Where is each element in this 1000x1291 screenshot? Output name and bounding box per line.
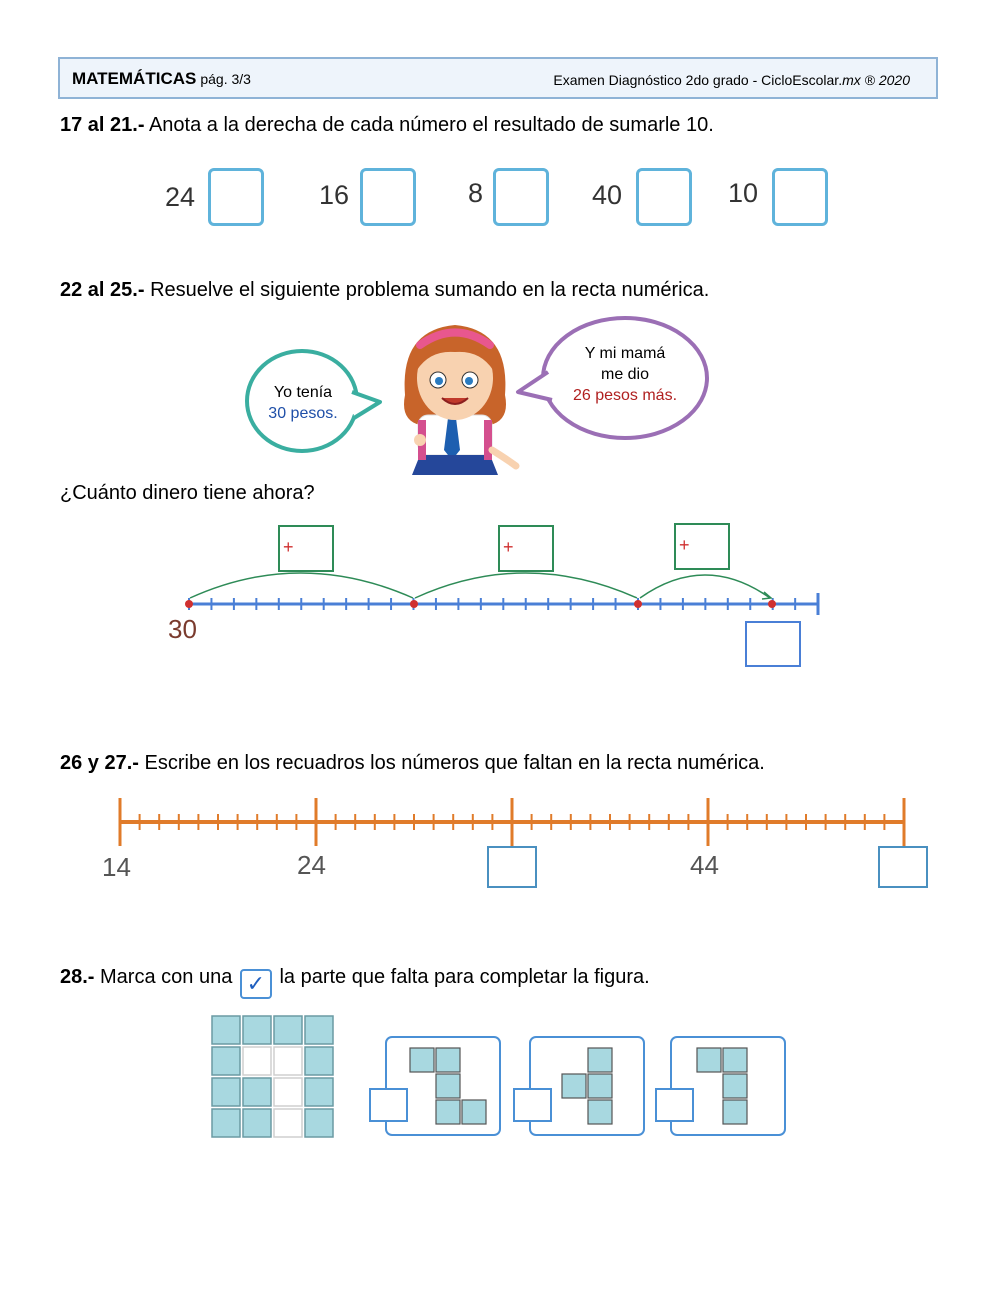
- grid-cell: [305, 1109, 333, 1137]
- bubble-left-text: Yo tenía 30 pesos.: [268, 384, 338, 422]
- checkmark-icon: ✓: [240, 969, 272, 999]
- jump-point: [634, 600, 642, 608]
- piece-cell: [697, 1048, 721, 1072]
- question-26: 26 y 27.- Escribe en los recuadros los números que faltan en la recta numérica.: [60, 752, 765, 774]
- girl-illustration: [404, 325, 516, 475]
- result-box[interactable]: [745, 621, 801, 667]
- jump-point: [185, 600, 193, 608]
- option-a-checkbox[interactable]: [369, 1088, 408, 1122]
- missing-number-box-1[interactable]: [487, 846, 537, 888]
- label-24: 24: [297, 850, 326, 880]
- label-14: 14: [102, 852, 131, 882]
- grid-cell: [305, 1078, 333, 1106]
- question-28: 28.- Marca con una ✓ la parte que falta para completar la figura.: [60, 966, 650, 999]
- grid-cell: [212, 1109, 240, 1137]
- piece-cell: [723, 1100, 747, 1124]
- start-label: 30: [168, 614, 197, 644]
- exam-title: Examen Diagnóstico 2do grado - CicloEscolar.mx ® 2020: [553, 72, 910, 88]
- jump-point: [410, 600, 418, 608]
- piece-cell: [588, 1048, 612, 1072]
- figure-grid: [212, 1016, 333, 1137]
- missing-number-box-2[interactable]: [878, 846, 928, 888]
- option-b-checkbox[interactable]: [513, 1088, 552, 1122]
- addend-40: 40: [592, 180, 623, 210]
- piece-cell: [723, 1048, 747, 1072]
- subject-title: MATEMÁTICAS pág. 3/3: [72, 69, 251, 88]
- plus-sign: +: [283, 537, 294, 557]
- grid-cell: [243, 1078, 271, 1106]
- grid-cell: [305, 1047, 333, 1075]
- piece-cell: [462, 1100, 486, 1124]
- page-number: pág. 3/3: [200, 71, 251, 87]
- grid-cell: [212, 1016, 240, 1044]
- grid-cell: [212, 1047, 240, 1075]
- label-44: 44: [690, 850, 719, 880]
- grid-cell: [274, 1016, 302, 1044]
- addend-24: 24: [165, 182, 196, 212]
- piece-cell: [436, 1048, 460, 1072]
- grid-cell: [243, 1016, 271, 1044]
- plus-sign: +: [679, 535, 690, 555]
- grid-cell: [243, 1109, 271, 1137]
- jump-box-1[interactable]: [278, 525, 334, 572]
- question-17: 17 al 21.- Anota a la derecha de cada número el resultado de sumarle 10.: [60, 114, 714, 136]
- figure-options: [386, 1037, 785, 1135]
- question-22: 22 al 25.- Resuelve el siguiente problema sumando en la recta numérica.: [60, 279, 710, 301]
- addend-16: 16: [319, 180, 350, 210]
- addend-8: 8: [468, 178, 484, 208]
- grid-cell: [305, 1016, 333, 1044]
- plus-sign: +: [503, 537, 514, 557]
- grid-cell: [243, 1047, 271, 1075]
- grid-cell: [274, 1047, 302, 1075]
- piece-cell: [723, 1074, 747, 1098]
- piece-cell: [562, 1074, 586, 1098]
- piece-cell: [436, 1100, 460, 1124]
- option-c-checkbox[interactable]: [655, 1088, 694, 1122]
- grid-cell: [212, 1078, 240, 1106]
- grid-cell: [274, 1109, 302, 1137]
- jump-point: [768, 600, 776, 608]
- piece-cell: [410, 1048, 434, 1072]
- question-how-much: ¿Cuánto dinero tiene ahora?: [60, 482, 315, 504]
- number-line-ticks: [120, 798, 904, 846]
- jump-box-2[interactable]: [498, 525, 554, 572]
- number-line-addition: [185, 573, 818, 615]
- addend-10: 10: [728, 178, 759, 208]
- number-line-missing: [120, 798, 904, 846]
- piece-cell: [588, 1074, 612, 1098]
- piece-cell: [588, 1100, 612, 1124]
- grid-cell: [274, 1078, 302, 1106]
- bubble-right-text: Y mi mamá me dio 26 pesos más.: [572, 345, 678, 404]
- jump-box-3[interactable]: [674, 523, 730, 570]
- piece-cell: [436, 1074, 460, 1098]
